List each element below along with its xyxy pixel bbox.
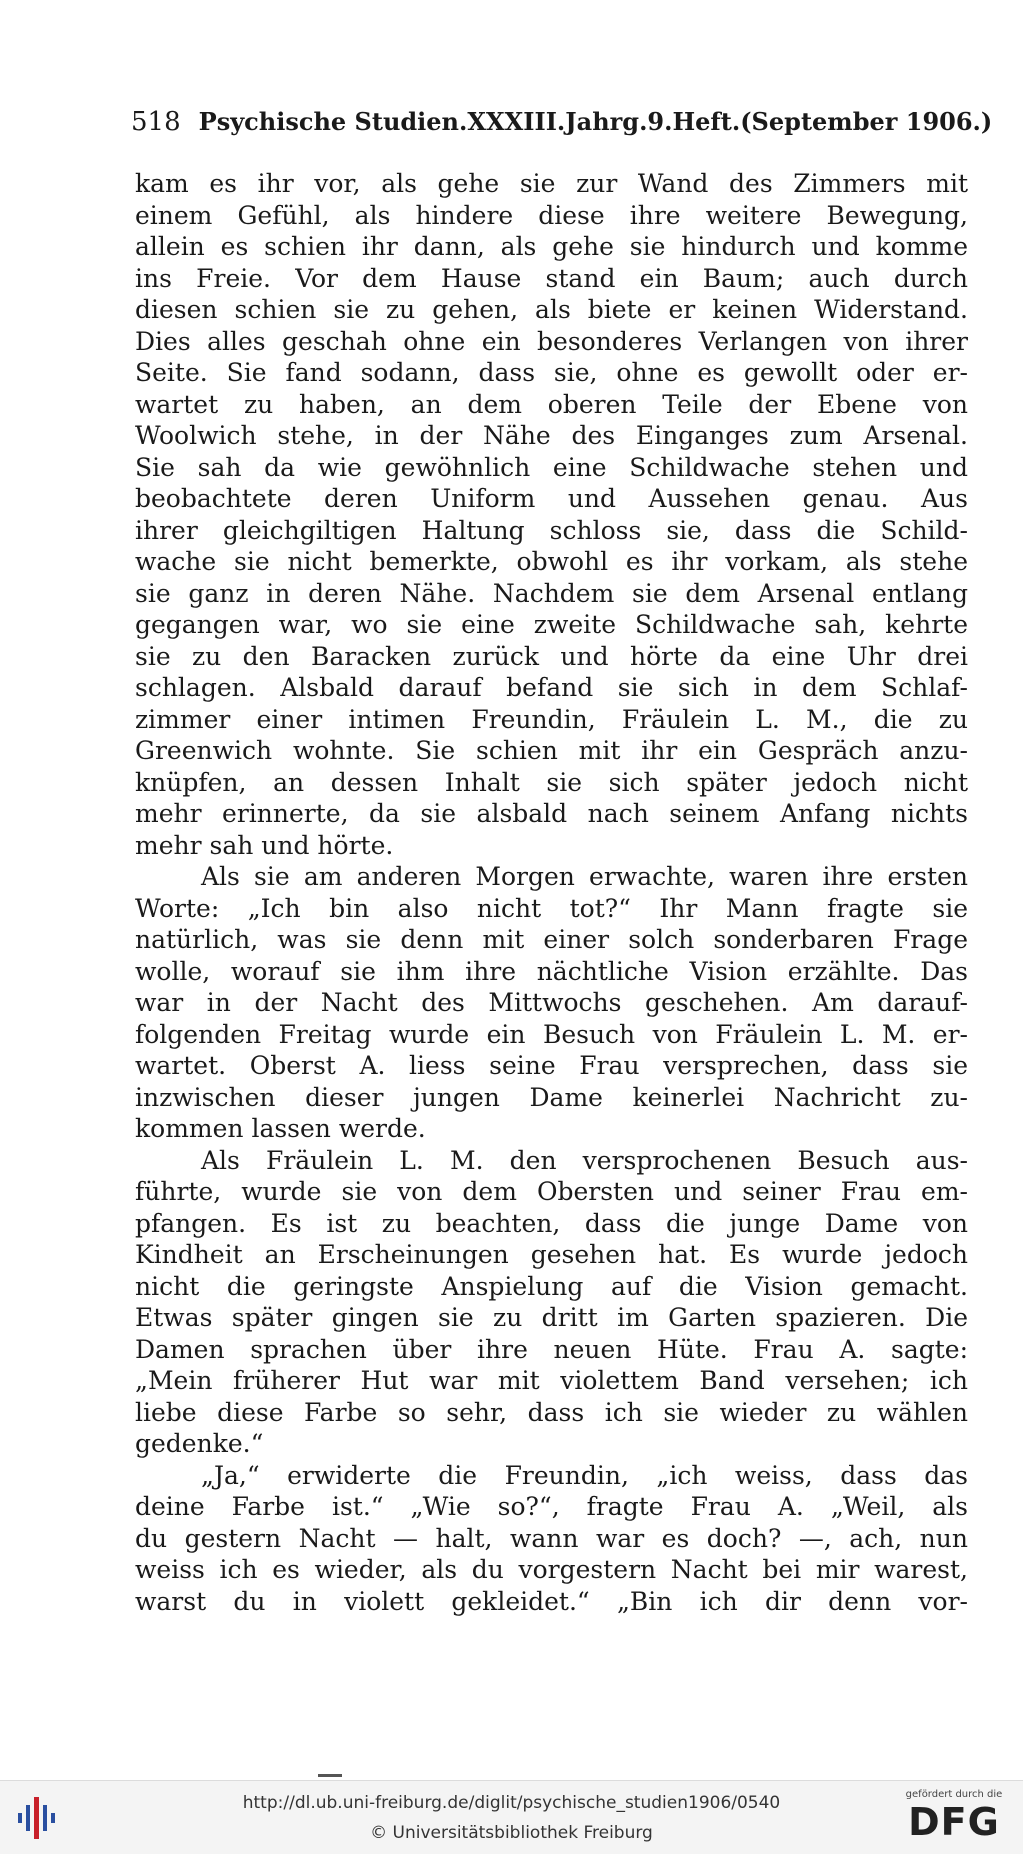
text-line: deine Farbe ist.“ „Wie so?“, fragte Frau A. „Weil, als [135,1492,968,1521]
text-line: gedenke.“ [135,1429,264,1458]
text-line: Kindheit an Erscheinungen gesehen hat. Es wurde jedoch [135,1240,968,1269]
issue-label: Heft. [672,107,741,136]
text-line: ins Freie. Vor dem Hause stand ein Baum; auch durch [135,263,968,293]
text-line: liebe diese Farbe so sehr, dass ich sie wieder zu wählen [135,1397,968,1427]
text-line: Greenwich wohnte. Sie schien mit ihr ein Gespräch anzu- [135,736,968,765]
text-line: inzwischen dieser jungen Dame keinerlei Nachricht zu- [135,1082,968,1112]
permalink-url[interactable]: http://dl.ub.uni-freiburg.de/diglit/psychische_studien1906/0540 [242,1793,781,1813]
text-line: wache sie nicht bemerkte, obwohl es ihr vorkam, als stehe [135,547,968,576]
scan-mark [318,1774,342,1777]
text-line: folgenden Freitag wurde ein Besuch von Fräulein L. M. er- [135,1019,968,1049]
text-line: warst du in violett gekleidet.“ „Bin ich dir denn vor- [135,1586,968,1616]
issue-date: (September 1906.) [740,107,993,136]
text-line: Seite. Sie fand sodann, dass sie, ohne es gewollt oder er- [135,358,968,387]
text-line: pfangen. Es ist zu beachten, dass die junge Dame von [135,1208,968,1238]
issue-number: 9. [647,107,673,136]
text-line: Woolwich stehe, in der Nähe des Einganges zum Arsenal. [135,421,968,450]
text-line: Sie sah da wie gewöhnlich eine Schildwache stehen und [135,452,968,482]
text-line: kam es ihr vor, als gehe sie zur Wand des Zimmers mit [135,169,968,198]
text-line: diesen schien sie zu gehen, als biete er keinen Widerstand. [135,295,968,324]
text-line: Etwas später gingen sie zu dritt im Garten spazieren. Die [135,1303,968,1332]
text-line: einem Gefühl, als hindere diese ihre weitere Bewegung, [135,200,968,230]
copyright-notice: © Universitätsbibliothek Freiburg [370,1823,653,1843]
text-line: knüpfen, an dessen Inhalt sie sich später jedoch nicht [135,767,968,797]
text-line: wartet. Oberst A. liess seine Frau versprechen, dass sie [135,1051,968,1080]
text-line: wolle, worauf sie ihm ihre nächtliche Vision erzählte. Das [135,956,968,986]
text-line: schlagen. Alsbald darauf befand sie sich in dem Schlaf- [135,673,968,702]
dfg-wordmark: DFG [908,1800,1000,1844]
text-line: mehr erinnerte, da sie alsbald nach seinem Anfang nichts [135,799,968,828]
body-text [135,168,968,1617]
text-line: natürlich, was sie denn mit einer solch sonderbaren Frage [135,925,968,954]
text-line: „Ja,“ erwiderte die Freundin, „ich weiss, dass das [201,1460,968,1490]
text-line: kommen lassen werde. [135,1114,426,1143]
text-line: war in der Nacht des Mittwochs geschehen. Am darauf- [135,988,968,1017]
text-line: nicht die geringste Anspielung auf die Vision gemacht. [135,1271,968,1301]
text-line: allein es schien ihr dann, als gehe sie hindurch und komme [135,232,968,261]
dfg-logo[interactable] [899,1789,1009,1849]
text-line: Dies alles geschah ohne ein besonderes Verlangen von ihrer [135,326,968,356]
text-line: du gestern Nacht — halt, wann war es doch? —, ach, nun [135,1523,968,1553]
footer-bar [0,1780,1023,1854]
page-number: 518 [131,107,181,137]
journal-title: Psychische Studien. [198,107,468,136]
text-line: sie ganz in deren Nähe. Nachdem sie dem Arsenal entlang [135,578,968,608]
text-line: ihrer gleichgiltigen Haltung schloss sie, dass die Schild- [135,515,968,545]
text-line: beobachtete deren Uniform und Aussehen genau. Aus [135,484,968,513]
dfg-caption: gefördert durch die [905,1789,1003,1800]
text-line: Damen sprachen über ihre neuen Hüte. Frau A. sagte: [135,1334,968,1364]
text-line: Als sie am anderen Morgen erwachte, waren ihre ersten [201,862,968,891]
text-line: wartet zu haben, an dem oberen Teile der Ebene von [135,389,968,419]
text-line: mehr sah und hörte. [135,830,394,860]
text-line: gegangen war, wo sie eine zweite Schildwache sah, kehrte [135,610,968,639]
running-title [199,104,993,140]
text-line: sie zu den Baracken zurück und hörte da eine Uhr drei [135,641,968,671]
volume-number: XXXIII. [467,107,566,136]
text-line: zimmer einer intimen Freundin, Fräulein L. M., die zu [135,704,968,734]
text-line: Worte: „Ich bin also nicht tot?“ Ihr Mann fragte sie [135,893,968,923]
text-line: weiss ich es wieder, als du vorgestern Nacht bei mir warest, [135,1555,968,1584]
year-label: Jahrg. [565,107,648,136]
text-line: Als Fräulein L. M. den versprochenen Besuch aus- [201,1145,968,1175]
text-line: führte, wurde sie von dem Obersten und seiner Frau em- [135,1177,968,1206]
text-line: „Mein früherer Hut war mit violettem Band versehen; ich [135,1366,968,1395]
running-header [131,104,993,140]
